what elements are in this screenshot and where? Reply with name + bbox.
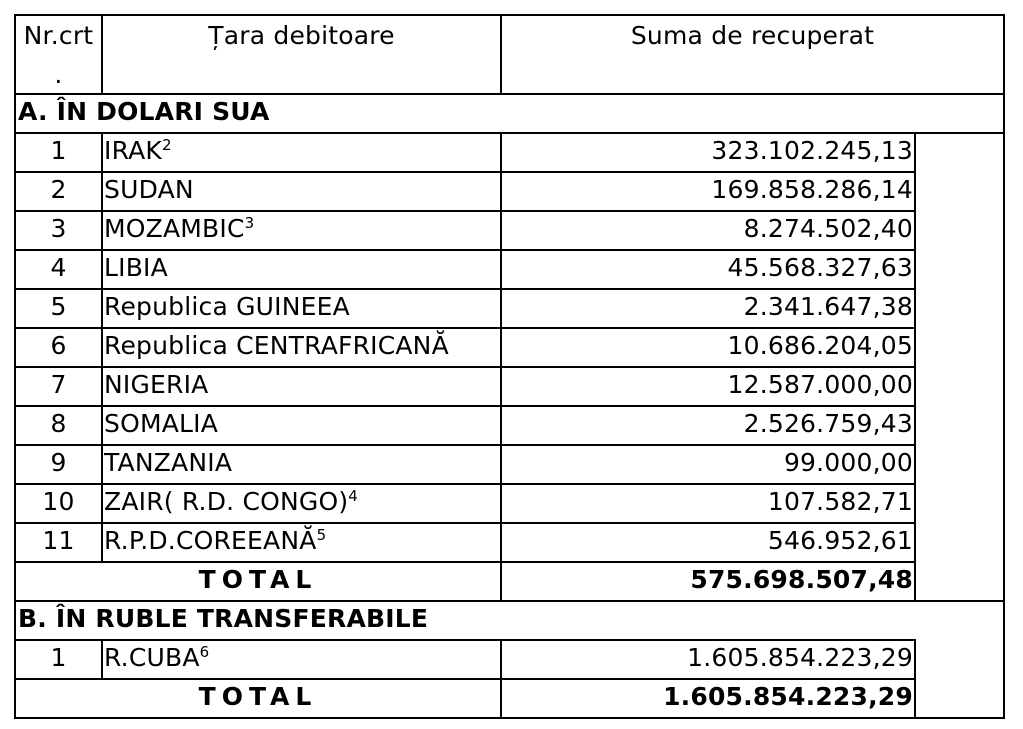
row-amount: 169.858.286,14 <box>711 175 913 204</box>
row-number: 1 <box>50 643 67 672</box>
row-number: 9 <box>50 448 67 477</box>
table-rule <box>14 600 1005 602</box>
country-name: NIGERIA <box>104 370 209 399</box>
row-country <box>104 210 500 248</box>
row-number: 4 <box>50 253 67 282</box>
table-rule <box>1003 14 1005 719</box>
country-name: MOZAMBIC <box>104 214 245 243</box>
table-rule <box>14 639 916 641</box>
total-a-label: TOTAL <box>198 565 318 594</box>
row-amount: 45.568.327,63 <box>727 253 913 282</box>
row-number: 6 <box>50 331 67 360</box>
row-country <box>104 366 500 404</box>
table-rule <box>14 327 916 329</box>
table-rule <box>14 14 16 719</box>
row-country <box>104 171 500 209</box>
footnote-marker: 2 <box>162 136 172 154</box>
row-amount: 2.526.759,43 <box>743 409 913 438</box>
row-country <box>104 444 500 482</box>
header-country: Țara debitoare <box>208 21 395 50</box>
row-amount: 107.582,71 <box>767 487 913 516</box>
header-amount: Suma de recuperat <box>630 21 875 50</box>
table-rule <box>14 14 1005 16</box>
row-amount: 546.952,61 <box>767 526 913 555</box>
country-name: ZAIR( R.D. CONGO) <box>104 487 349 516</box>
table-rule <box>14 561 916 563</box>
table-rule <box>101 132 103 563</box>
table-rule <box>14 210 916 212</box>
row-country <box>104 405 500 443</box>
footnote-marker: 4 <box>348 487 359 505</box>
header-nr: Nr.crt <box>23 21 94 50</box>
country-name: Republica CENTRAFRICANĂ <box>104 331 449 360</box>
footnote-marker: 3 <box>244 214 255 232</box>
table-rule <box>14 405 916 407</box>
table-rule <box>14 444 916 446</box>
table-rule <box>14 249 916 251</box>
row-amount: 1.605.854.223,29 <box>687 643 913 672</box>
row-country <box>104 288 500 326</box>
table-rule <box>500 639 502 719</box>
row-country <box>104 132 500 170</box>
table-rule <box>500 132 502 602</box>
row-amount: 323.102.245,13 <box>711 136 913 165</box>
row-amount: 12.587.000,00 <box>727 370 913 399</box>
row-number: 7 <box>50 370 67 399</box>
country-name: R.P.D.COREEANĂ <box>104 526 317 555</box>
table-rule <box>14 132 1005 134</box>
section-b-title: B. ÎN RUBLE TRANSFERABILE <box>18 604 429 633</box>
row-country <box>104 327 500 365</box>
row-number: 1 <box>50 136 67 165</box>
row-amount: 2.341.647,38 <box>743 292 913 321</box>
table-rule <box>14 483 916 485</box>
header-nr-dot: . <box>54 60 63 89</box>
section-a-title: A. ÎN DOLARI SUA <box>18 97 270 126</box>
table-rule <box>14 288 916 290</box>
row-number: 11 <box>42 526 75 555</box>
country-name: Republica GUINEEA <box>104 292 350 321</box>
row-amount: 8.274.502,40 <box>743 214 913 243</box>
country-name: IRAK <box>104 136 163 165</box>
table-rule <box>14 366 916 368</box>
table-rule <box>914 132 916 602</box>
table-rule <box>500 14 502 95</box>
total-a-value: 575.698.507,48 <box>690 565 913 594</box>
table-rule <box>101 639 103 680</box>
footnote-marker: 5 <box>316 526 327 544</box>
table-rule <box>914 639 916 719</box>
row-country <box>104 249 500 287</box>
country-name: TANZANIA <box>104 448 233 477</box>
row-amount: 99.000,00 <box>783 448 913 477</box>
row-country <box>104 483 500 521</box>
country-name: SUDAN <box>104 175 194 204</box>
country-name: SOMALIA <box>104 409 219 438</box>
table-rule <box>14 678 916 680</box>
table-rule <box>14 717 1005 719</box>
row-country <box>104 522 500 560</box>
row-number: 5 <box>50 292 67 321</box>
country-name: R.CUBA <box>104 643 200 672</box>
table-rule <box>101 14 103 95</box>
table-rule <box>14 93 1005 95</box>
footnote-marker: 6 <box>199 643 210 661</box>
row-country <box>104 639 500 677</box>
row-amount: 10.686.204,05 <box>727 331 913 360</box>
row-number: 10 <box>42 487 75 516</box>
table-rule <box>14 522 916 524</box>
row-number: 3 <box>50 214 67 243</box>
total-b-value: 1.605.854.223,29 <box>663 682 913 711</box>
table-rule <box>14 171 916 173</box>
row-number: 2 <box>50 175 67 204</box>
row-number: 8 <box>50 409 67 438</box>
country-name: LIBIA <box>104 253 168 282</box>
total-b-label: TOTAL <box>198 682 318 711</box>
